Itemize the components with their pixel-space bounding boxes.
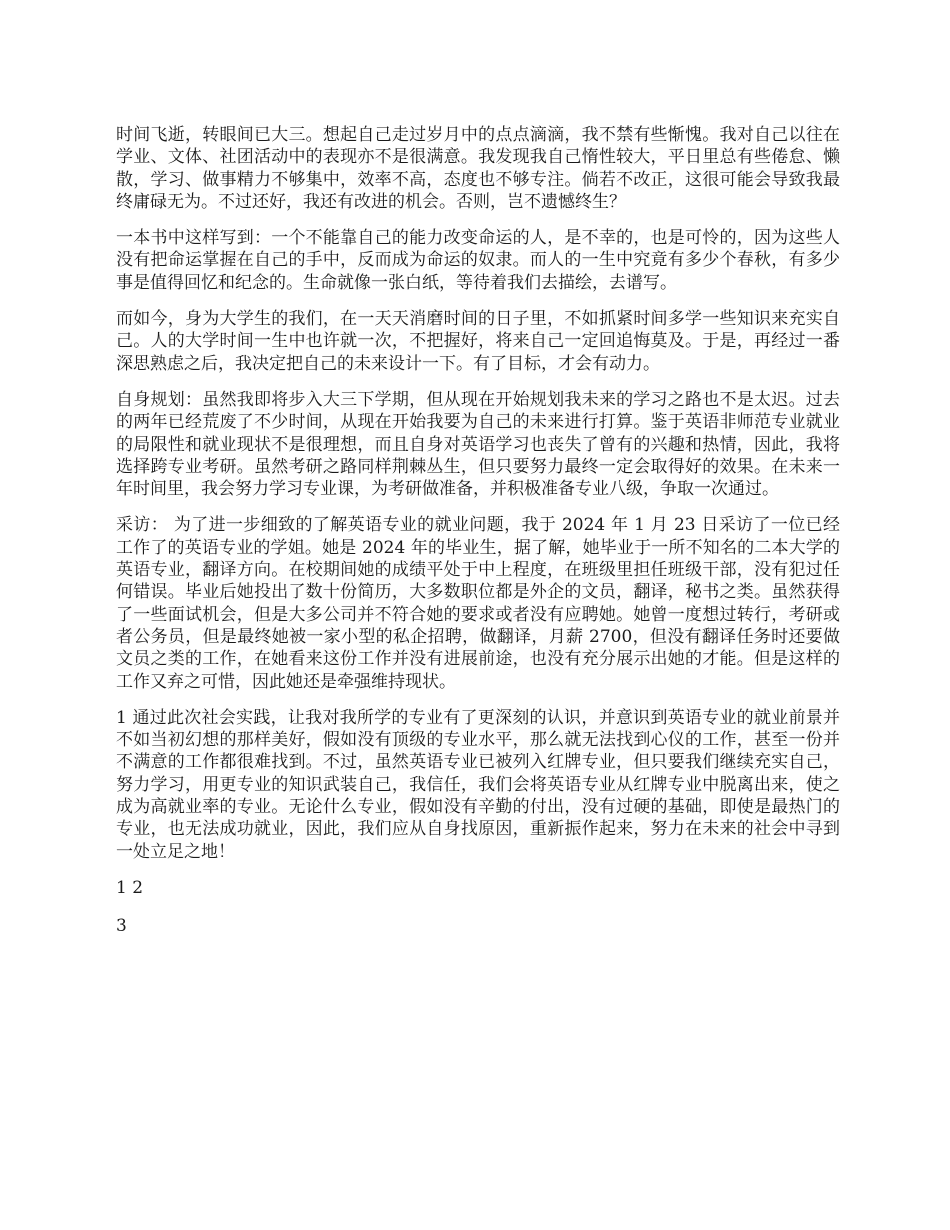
paragraph-self-plan: 自身规划：虽然我即将步入大三下学期，但从现在开始规划我未来的学习之路也不是太迟。过去的两年已经荒废了不少时间，从现在开始我要为自己的未来进行打算。鉴于英语非师范专业就业的局限性和就业现状不是很理想，而且自身对英语学习也丧失了曾有的兴趣和热情，因此，我将选择跨专业考研。虽然考研之路同样荆棘丛生，但只要努力最终一定会取得好的效果。在未来一年时间里，我会努力学习专业课，为考研做准备，并积极准备专业八级，争取一次通过。 [116, 389, 840, 500]
paragraph-present: 而如今，身为大学生的我们，在一天天消磨时间的日子里，不如抓紧时间多学一些知识来充实自己。人的大学时间一生中也许就一次，不把握好，将来自己一定回追悔莫及。于是，再经过一番深思熟虑之后，我决定把自己的未来设计一下。有了目标，才会有动力。 [116, 309, 840, 374]
document-page [116, 124, 840, 954]
paragraph-intro: 时间飞逝，转眼间已大三。想起自己走过岁月中的点点滴滴，我不禁有些惭愧。我对自己以往在学业、文体、社团活动中的表现亦不是很满意。我发现我自己惰性较大，平日里总有些倦怠、懒散，学习、做事精力不够集中，效率不高，态度也不够专注。倘若不改正，这很可能会导致我最终庸碌无为。不过还好，我还有改进的机会。否则，岂不遗憾终生？ [116, 125, 840, 212]
paragraph-quote: 一本书中这样写到：一个不能靠自己的能力改变命运的人，是不幸的，也是可怜的，因为这些人没有把命运掌握在自己的手中，反而成为命运的奴隶。而人的一生中究竟有多少个春秋，有多少事是值得回忆和纪念的。生命就像一张白纸，等待着我们去描绘，去谱写。 [116, 228, 840, 293]
page-numbers-line-2: 3 [116, 916, 127, 937]
page-numbers-line-1: 1 2 [116, 877, 144, 898]
paragraph-conclusion: 1 通过此次社会实践，让我对我所学的专业有了更深刻的认识，并意识到英语专业的就业前景并不如当初幻想的那样美好，假如没有顶级的专业水平，那么就无法找到心仪的工作，甚至一份并不满意的工作都很难找到。不过，虽然英语专业已被列入红牌专业，但只要我们继续充实自己，努力学习，用更专业的知识武装自己，我信任，我们会将英语专业从红牌专业中脱离出来，使之成为高就业率的专业。无论什么专业，假如没有辛勤的付出，没有过硬的基础，即使是最热门的专业，也无法成功就业，因此，我们应从自身找原因，重新振作起来，努力在未来的社会中寻到一处立足之地！ [116, 707, 840, 862]
paragraph-interview: 采访： 为了进一步细致的了解英语专业的就业问题，我于 2024 年 1 月 23 日采访了一位已经工作了的英语专业的学姐。她是 2024 年的毕业生，据了解，她毕业于一所不知名的二本大学的英语专业，翻译方向。在校期间她的成绩平处于中上程度，在班级里担任班级干部，没有犯过任何错误。毕业后她投出了数十份简历，大多数职位都是外企的文员，翻译，秘书之类。虽然获得了一些面试机会，但是大多公司并不符合她的要求或者没有应聘她。她曾一度想过转行，考研或者公务员，但是最终她被一家小型的私企招聘，做翻译，月薪 2700，但没有翻译任务时还要做文员之类的工作，在她看来这份工作并没有进展前途，也没有充分展示出她的才能。但是这样的工作又弃之可惜，因此她还是牵强维持现状。 [116, 515, 840, 692]
